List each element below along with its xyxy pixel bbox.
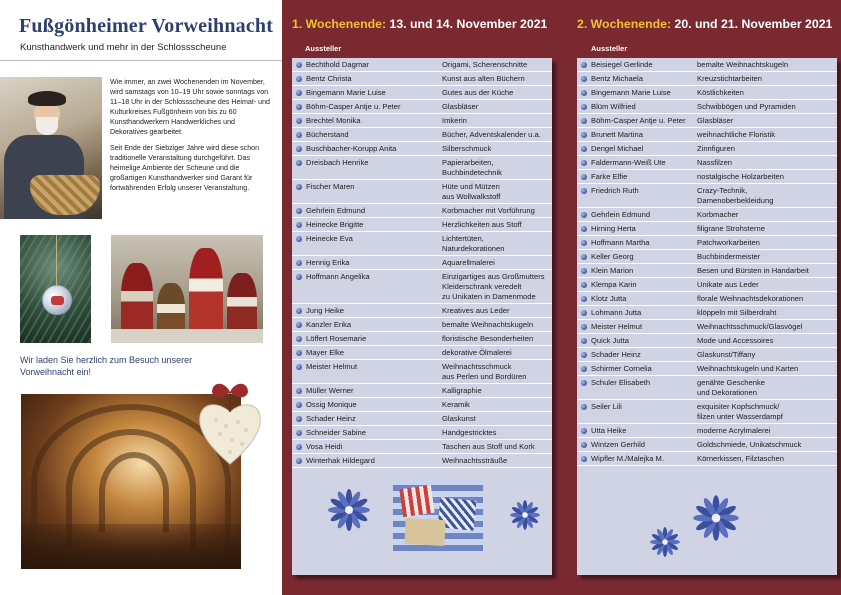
- exhibitor-craft: Unikate aus Leder: [697, 280, 759, 289]
- exhibitor-name: Schneider Sabine: [306, 428, 366, 437]
- exhibitor-name: Bentz Michaela: [591, 74, 643, 83]
- snowflake-icon: [508, 498, 542, 532]
- intro-text: [110, 77, 270, 198]
- exhibitor-name: Seiler Lili: [591, 402, 622, 411]
- exhibitor-row: [292, 180, 552, 204]
- exhibitor-row: [292, 384, 552, 398]
- bullet-icon: [581, 380, 587, 386]
- bullet-icon: [581, 240, 587, 246]
- bullet-icon: [296, 274, 302, 280]
- exhibitor-row: [292, 332, 552, 346]
- exhibitor-craft: Taschen aus Stoff und Kork: [442, 442, 535, 451]
- bullet-icon: [581, 146, 587, 152]
- bullet-icon: [296, 402, 302, 408]
- weekend-2-label: 2. Wochenende:: [577, 17, 672, 31]
- exhibitor-craft: Crazy-Technik, Damenoberbekleidung: [697, 186, 774, 205]
- exhibitor-name: Farke Elfie: [591, 172, 628, 181]
- bullet-icon: [581, 456, 587, 462]
- exhibitor-craft: Korbmacher: [697, 210, 739, 219]
- exhibitor-row: [577, 114, 837, 128]
- exhibitor-name: Heinecke Brigitte: [306, 220, 364, 229]
- exhibitor-row: [292, 304, 552, 318]
- title-divider: [0, 60, 282, 61]
- exhibitor-name: Heinecke Eva: [306, 234, 353, 243]
- exhibitor-row: [292, 232, 552, 256]
- exhibitor-name: Hennig Erika: [306, 258, 350, 267]
- exhibitor-craft: Glasbläser: [697, 116, 734, 125]
- bullet-icon: [296, 208, 302, 214]
- exhibitor-craft: Buchbindermeister: [697, 252, 761, 261]
- bullet-icon: [581, 442, 587, 448]
- bullet-icon: [581, 404, 587, 410]
- exhibitor-name: Dreisbach Henrike: [306, 158, 369, 167]
- exhibitor-craft: Glaskunst: [442, 414, 476, 423]
- bullet-icon: [296, 90, 302, 96]
- exhibitor-name: Brunett Martina: [591, 130, 643, 139]
- exhibitor-craft: Einzigartiges aus Großmutters Kleiderschrank veredelt zu Unikaten in Damenmode: [442, 272, 545, 301]
- bullet-icon: [296, 416, 302, 422]
- exhibitor-row: [577, 222, 837, 236]
- exhibitor-name: Böhm-Casper Antje u. Peter: [591, 116, 686, 125]
- bullet-icon: [581, 324, 587, 330]
- exhibitor-craft: Besen und Bürsten in Handarbeit: [697, 266, 809, 275]
- exhibitor-row: [292, 360, 552, 384]
- bullet-icon: [296, 458, 302, 464]
- exhibitor-craft: nostalgische Holzarbeiten: [697, 172, 784, 181]
- bullet-icon: [296, 118, 302, 124]
- exhibitor-row: [577, 128, 837, 142]
- exhibitor-row: [577, 58, 837, 72]
- bullet-icon: [581, 282, 587, 288]
- exhibitor-craft: dekorative Ölmalerei: [442, 348, 512, 357]
- exhibitor-name: Buschbacher-Korupp Anita: [306, 144, 397, 153]
- exhibitor-name: Brechtel Monika: [306, 116, 361, 125]
- exhibitor-craft: Kreuzstichtarbeiten: [697, 74, 763, 83]
- exhibitor-name: Wintzen Gerhild: [591, 440, 646, 449]
- exhibitor-row: [577, 170, 837, 184]
- exhibitor-craft: Schwibbögen und Pyramiden: [697, 102, 796, 111]
- exhibitor-row: [292, 412, 552, 426]
- bullet-icon: [296, 222, 302, 228]
- weekend-1-dates: 13. und 14. November 2021: [389, 17, 548, 31]
- exhibitor-name: Schader Heinz: [306, 414, 356, 423]
- exhibitor-name: Ossig Monique: [306, 400, 357, 409]
- bullet-icon: [296, 444, 302, 450]
- exhibitor-row: [577, 334, 837, 348]
- exhibitor-craft: Kunst aus alten Büchern: [442, 74, 525, 83]
- bullet-icon: [296, 62, 302, 68]
- exhibitor-name: Faldermann-Weiß Ute: [591, 158, 666, 167]
- christmas-ball-photo: [20, 235, 91, 343]
- exhibitor-row: [292, 256, 552, 270]
- exhibitor-name: Müller Werner: [306, 386, 354, 395]
- bullet-icon: [581, 338, 587, 344]
- bullet-icon: [581, 254, 587, 260]
- bullet-icon: [296, 322, 302, 328]
- bullet-icon: [296, 104, 302, 110]
- exhibitor-craft: Lichtertüten, Naturdekorationen: [442, 234, 505, 253]
- exhibitor-row: [292, 346, 552, 360]
- exhibitor-row: [292, 204, 552, 218]
- exhibitor-row: [292, 398, 552, 412]
- bullet-icon: [581, 352, 587, 358]
- exhibitor-name: Meister Helmut: [306, 362, 358, 371]
- exhibitor-row: [577, 86, 837, 100]
- bullet-icon: [296, 364, 302, 370]
- exhibitor-name: Bechthold Dagmar: [306, 60, 369, 69]
- exhibitor-name: Jung Heike: [306, 306, 344, 315]
- exhibitor-craft: Kreatives aus Leder: [442, 306, 510, 315]
- bullet-icon: [581, 76, 587, 82]
- exhibitor-name: Wipfler M./Malejka M.: [591, 454, 664, 463]
- bullet-icon: [296, 350, 302, 356]
- exhibitor-name: Bücherstand: [306, 130, 349, 139]
- exhibitor-craft: florale Weihnachtsdekorationen: [697, 294, 804, 303]
- exhibitor-name: Beisiegel Gerlinde: [591, 60, 653, 69]
- exhibitor-name: Gehrlein Edmund: [591, 210, 651, 219]
- exhibitor-row: [577, 236, 837, 250]
- exhibitor-row: [577, 452, 837, 466]
- exhibitor-name: Bentz Christa: [306, 74, 352, 83]
- exhibitor-row: [577, 142, 837, 156]
- exhibitor-row: [292, 156, 552, 180]
- exhibitor-craft: Körnerkissen, Filztaschen: [697, 454, 784, 463]
- exhibitor-craft: Nassfilzen: [697, 158, 733, 167]
- exhibitor-craft: Weihnachtskugeln und Karten: [697, 364, 799, 373]
- exhibitor-name: Kanzler Erika: [306, 320, 352, 329]
- exhibitor-row: [577, 72, 837, 86]
- exhibitor-row: [292, 218, 552, 232]
- exhibitor-row: [577, 424, 837, 438]
- snowflake-icon: [648, 525, 682, 559]
- exhibitor-craft: bemalte Weihnachtskugeln: [697, 60, 789, 69]
- exhibitor-craft: bemalte Weihnachtskugeln: [442, 320, 534, 329]
- bullet-icon: [581, 226, 587, 232]
- left-panel: [0, 0, 282, 595]
- exhibitor-craft: Bücher, Adventskalender u.a.: [442, 130, 541, 139]
- exhibitor-name: Fischer Maren: [306, 182, 355, 191]
- exhibitor-craft: Keramik: [442, 400, 470, 409]
- exhibitor-name: Quick Jutta: [591, 336, 629, 345]
- exhibitor-craft: Weihnachtssträuße: [442, 456, 508, 465]
- page-title: Fußgönheimer Vorweihnacht: [19, 15, 274, 37]
- exhibitor-craft: Goldschmiede, Unikatschmuck: [697, 440, 802, 449]
- exhibitor-craft: Papierarbeiten, Buchbindetechnik: [442, 158, 502, 177]
- bullet-icon: [296, 388, 302, 394]
- bullet-icon: [581, 160, 587, 166]
- exhibitor-name: Friedrich Ruth: [591, 186, 639, 195]
- exhibitor-row: [292, 454, 552, 468]
- exhibitor-name: Klotz Jutta: [591, 294, 627, 303]
- exhibitor-row: [577, 362, 837, 376]
- exhibitor-row: [577, 292, 837, 306]
- weekend-1-column-header: Aussteller: [305, 44, 342, 53]
- exhibitor-craft: Weihnachtsschmuck/Glasvögel: [697, 322, 803, 331]
- exhibitor-row: [292, 114, 552, 128]
- bullet-icon: [581, 296, 587, 302]
- exhibitor-row: [577, 156, 837, 170]
- exhibitor-craft: Origami, Scherenschnitte: [442, 60, 528, 69]
- exhibitor-name: Böhm-Casper Antje u. Peter: [306, 102, 401, 111]
- exhibitor-name: Keller Georg: [591, 252, 634, 261]
- snowflake-icon: [325, 486, 373, 534]
- exhibitor-row: [577, 320, 837, 334]
- exhibitor-name: Blüm Wilfried: [591, 102, 636, 111]
- exhibitor-craft: Zinnfiguren: [697, 144, 735, 153]
- exhibitor-name: Schirmer Cornelia: [591, 364, 652, 373]
- exhibitor-craft: moderne Acrylmalerei: [697, 426, 771, 435]
- exhibitor-craft: Aquarellmalerei: [442, 258, 495, 267]
- bullet-icon: [296, 160, 302, 166]
- exhibitor-name: Utta Heike: [591, 426, 627, 435]
- exhibitor-name: Meister Helmut: [591, 322, 643, 331]
- bullet-icon: [581, 90, 587, 96]
- bullet-icon: [296, 308, 302, 314]
- exhibitor-name: Hoffmann Angelika: [306, 272, 370, 281]
- weekend-2-dates: 20. und 21. November 2021: [674, 17, 833, 31]
- exhibitor-row: [292, 440, 552, 454]
- exhibitor-row: [577, 438, 837, 452]
- basket-maker-photo: [0, 77, 102, 219]
- weekend-2-column-header: Aussteller: [591, 44, 628, 53]
- bullet-icon: [581, 188, 587, 194]
- exhibitor-craft: Imkerin: [442, 116, 467, 125]
- exhibitor-name: Löffert Rosemarie: [306, 334, 367, 343]
- page-subtitle: Kunsthandwerk und mehr in der Schlossscheune: [20, 42, 227, 53]
- bullet-icon: [581, 174, 587, 180]
- exhibitor-name: Schuler Elisabeth: [591, 378, 651, 387]
- exhibitor-name: Lohmann Jutta: [591, 308, 642, 317]
- snowflake-icon: [690, 492, 742, 544]
- intro-paragraph-1: Wie immer, an zwei Wochenenden im November, wird samstags von 10–19 Uhr sowie sonntags von 11–18 Uhr in der Schlossscheune des Heimat- und Kulturkreises Fußgönheim von bis zu 60 Kunsthandwerkern Handwerkliches und Dekoratives gearbeitet.: [110, 78, 270, 137]
- weekend-1-heading: [292, 17, 547, 31]
- exhibitor-name: Klein Marion: [591, 266, 634, 275]
- exhibitor-row: [577, 400, 837, 424]
- exhibitor-craft: Gutes aus der Küche: [442, 88, 514, 97]
- bullet-icon: [581, 104, 587, 110]
- bullet-icon: [296, 76, 302, 82]
- bullet-icon: [581, 62, 587, 68]
- exhibitor-row: [577, 264, 837, 278]
- exhibitor-row: [292, 426, 552, 440]
- bullet-icon: [581, 268, 587, 274]
- exhibitor-craft: Patchworkarbeiten: [697, 238, 760, 247]
- exhibitor-name: Bingemann Marie Luise: [306, 88, 386, 97]
- exhibitor-name: Bingemann Marie Luise: [591, 88, 671, 97]
- bullet-icon: [296, 184, 302, 190]
- exhibitor-craft: filigrane Strohsterne: [697, 224, 765, 233]
- exhibitor-row: [577, 100, 837, 114]
- exhibitor-name: Gehrlein Edmund: [306, 206, 366, 215]
- exhibitor-row: [292, 270, 552, 304]
- exhibitor-craft: Mode und Accessoires: [697, 336, 774, 345]
- exhibitor-name: Hirning Herta: [591, 224, 636, 233]
- felt-heart-ornament-icon: [190, 372, 270, 472]
- exhibitor-row: [577, 376, 837, 400]
- exhibitor-craft: Silberschmuck: [442, 144, 492, 153]
- exhibitor-craft: Herzlichkeiten aus Stoff: [442, 220, 522, 229]
- fabric-crafts-photo: [393, 479, 483, 551]
- exhibitor-row: [292, 318, 552, 332]
- exhibitor-craft: Köstlichkeiten: [697, 88, 744, 97]
- exhibitor-name: Vosa Heidi: [306, 442, 343, 451]
- bullet-icon: [296, 236, 302, 242]
- exhibitor-row: [292, 58, 552, 72]
- exhibitor-row: [577, 278, 837, 292]
- bullet-icon: [296, 146, 302, 152]
- exhibitor-craft: weihnachtliche Floristik: [697, 130, 776, 139]
- exhibitor-name: Hoffmann Martha: [591, 238, 650, 247]
- exhibitor-name: Schader Heinz: [591, 350, 641, 359]
- exhibitor-name: Dengel Michael: [591, 144, 644, 153]
- exhibitor-craft: Korbmacher mit Vorführung: [442, 206, 535, 215]
- exhibitor-row: [292, 142, 552, 156]
- bullet-icon: [296, 336, 302, 342]
- weekend-1-label: 1. Wochenende:: [292, 17, 387, 31]
- exhibitor-row: [292, 86, 552, 100]
- bullet-icon: [296, 430, 302, 436]
- exhibitor-craft: genähte Geschenke und Dekorationen: [697, 378, 765, 397]
- exhibitor-row: [577, 184, 837, 208]
- exhibitor-craft: Kalligraphie: [442, 386, 482, 395]
- exhibitor-row: [577, 250, 837, 264]
- bullet-icon: [581, 428, 587, 434]
- exhibitor-row: [577, 348, 837, 362]
- invitation-text: Wir laden Sie herzlich zum Besuch unserer Vorweihnacht ein!: [20, 355, 193, 377]
- bullet-icon: [581, 310, 587, 316]
- exhibitor-name: Winterhak Hildegard: [306, 456, 375, 465]
- exhibitor-row: [292, 72, 552, 86]
- weekend-2-heading: [577, 17, 832, 31]
- exhibitor-craft: Handgestricktes: [442, 428, 497, 437]
- bullet-icon: [581, 118, 587, 124]
- exhibitor-craft: Glasbläser: [442, 102, 479, 111]
- bullet-icon: [581, 366, 587, 372]
- exhibitor-row: [577, 208, 837, 222]
- exhibitor-row: [292, 100, 552, 114]
- exhibitor-craft: Glaskunst/Tiffany: [697, 350, 756, 359]
- exhibitor-craft: floristische Besonderheiten: [442, 334, 534, 343]
- exhibitor-row: [292, 128, 552, 142]
- bullet-icon: [581, 212, 587, 218]
- bullet-icon: [296, 132, 302, 138]
- bullet-icon: [296, 260, 302, 266]
- exhibitor-craft: exquisiter Kopfschmuck/ filzen unter Wasserdampf: [697, 402, 783, 421]
- exhibitor-craft: klöppeln mit Silberdraht: [697, 308, 777, 317]
- exhibitor-craft: Hüte und Mützen aus Wollwalkstoff: [442, 182, 501, 201]
- exhibitor-row: [577, 306, 837, 320]
- intro-paragraph-2: Seit Ende der Siebziger Jahre wird diese schon traditionelle Veranstaltung durchgeführt. Das heimelige Ambiente der Scheune und die großartigen Kunsthandwerker sind Garant für fortwährenden Erfolg unserer Veranstaltung.: [110, 143, 260, 192]
- exhibitor-craft: Weihnachtsschmuck aus Perlen und Bordüren: [442, 362, 527, 381]
- exhibitor-name: Mayer Elke: [306, 348, 344, 357]
- exhibitor-name: Klempa Karin: [591, 280, 637, 289]
- bullet-icon: [581, 132, 587, 138]
- santa-figures-photo: [111, 235, 263, 343]
